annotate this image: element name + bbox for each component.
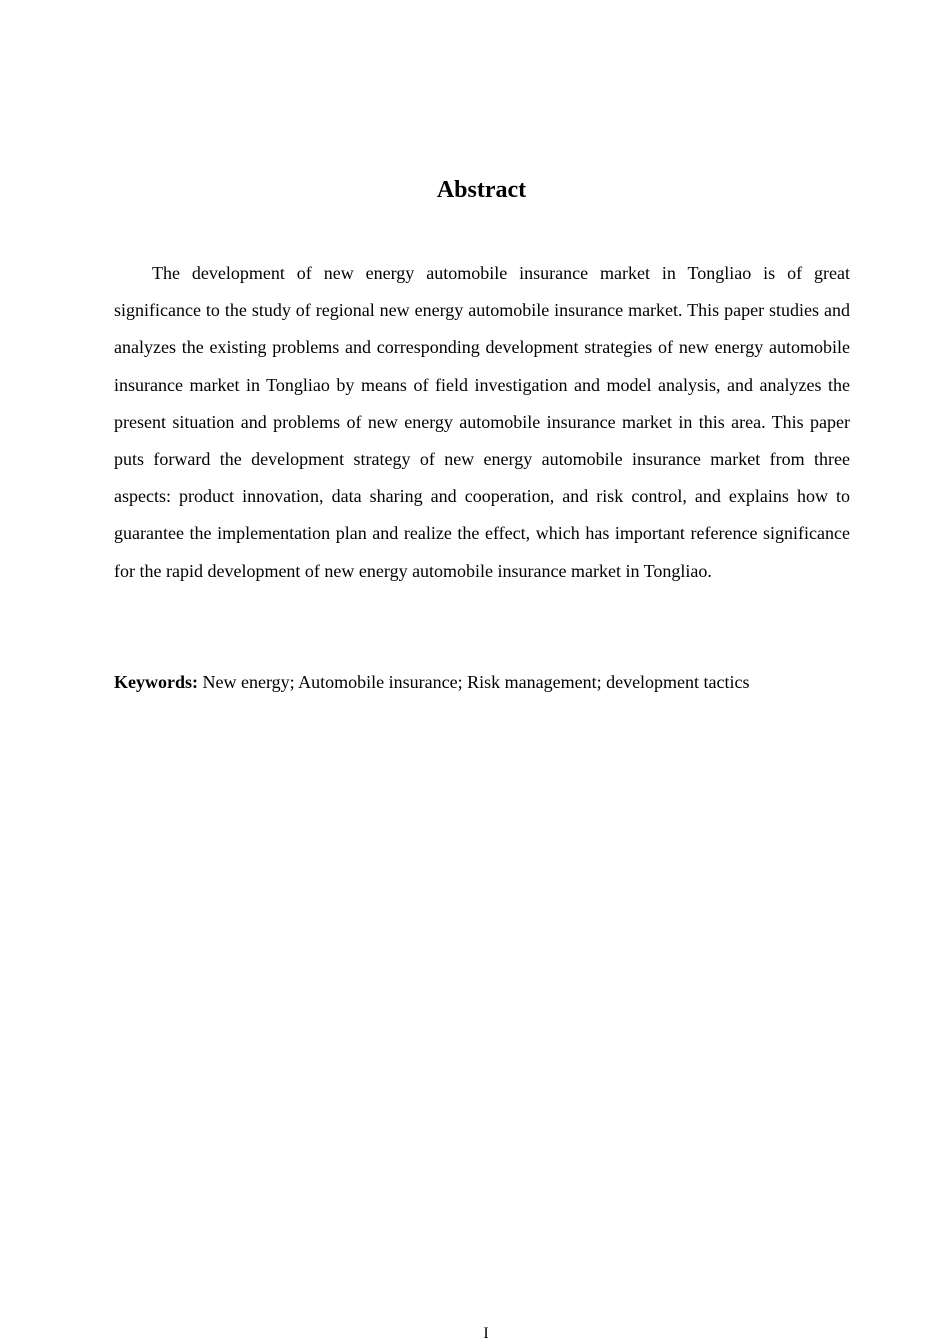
keywords-line: [114, 664, 850, 701]
page-number: I: [483, 1325, 489, 1342]
keywords-label: Keywords:: [114, 672, 198, 692]
keywords-list: New energy; Automobile insurance; Risk management; development tactics: [202, 672, 750, 692]
abstract-title: Abstract: [436, 177, 527, 203]
abstract-paragraph: The development of new energy automobile insurance market in Tongliao is of great significance to the study of regional new energy automobile insurance market. This paper studies and analyzes the existing problems and corresponding development strategies of new energy automobile insurance market in Tongliao by means of field investigation and model analysis, and analyzes the present situation and problems of new energy automobile insurance market in this area. This paper puts forward the development strategy of new energy automobile insurance market from three aspects: product innovation, data sharing and cooperation, and risk control, and explains how to guarantee the implementation plan and realize the effect, which has important reference significance for the rapid development of new energy automobile insurance market in Tongliao.: [114, 263, 850, 581]
